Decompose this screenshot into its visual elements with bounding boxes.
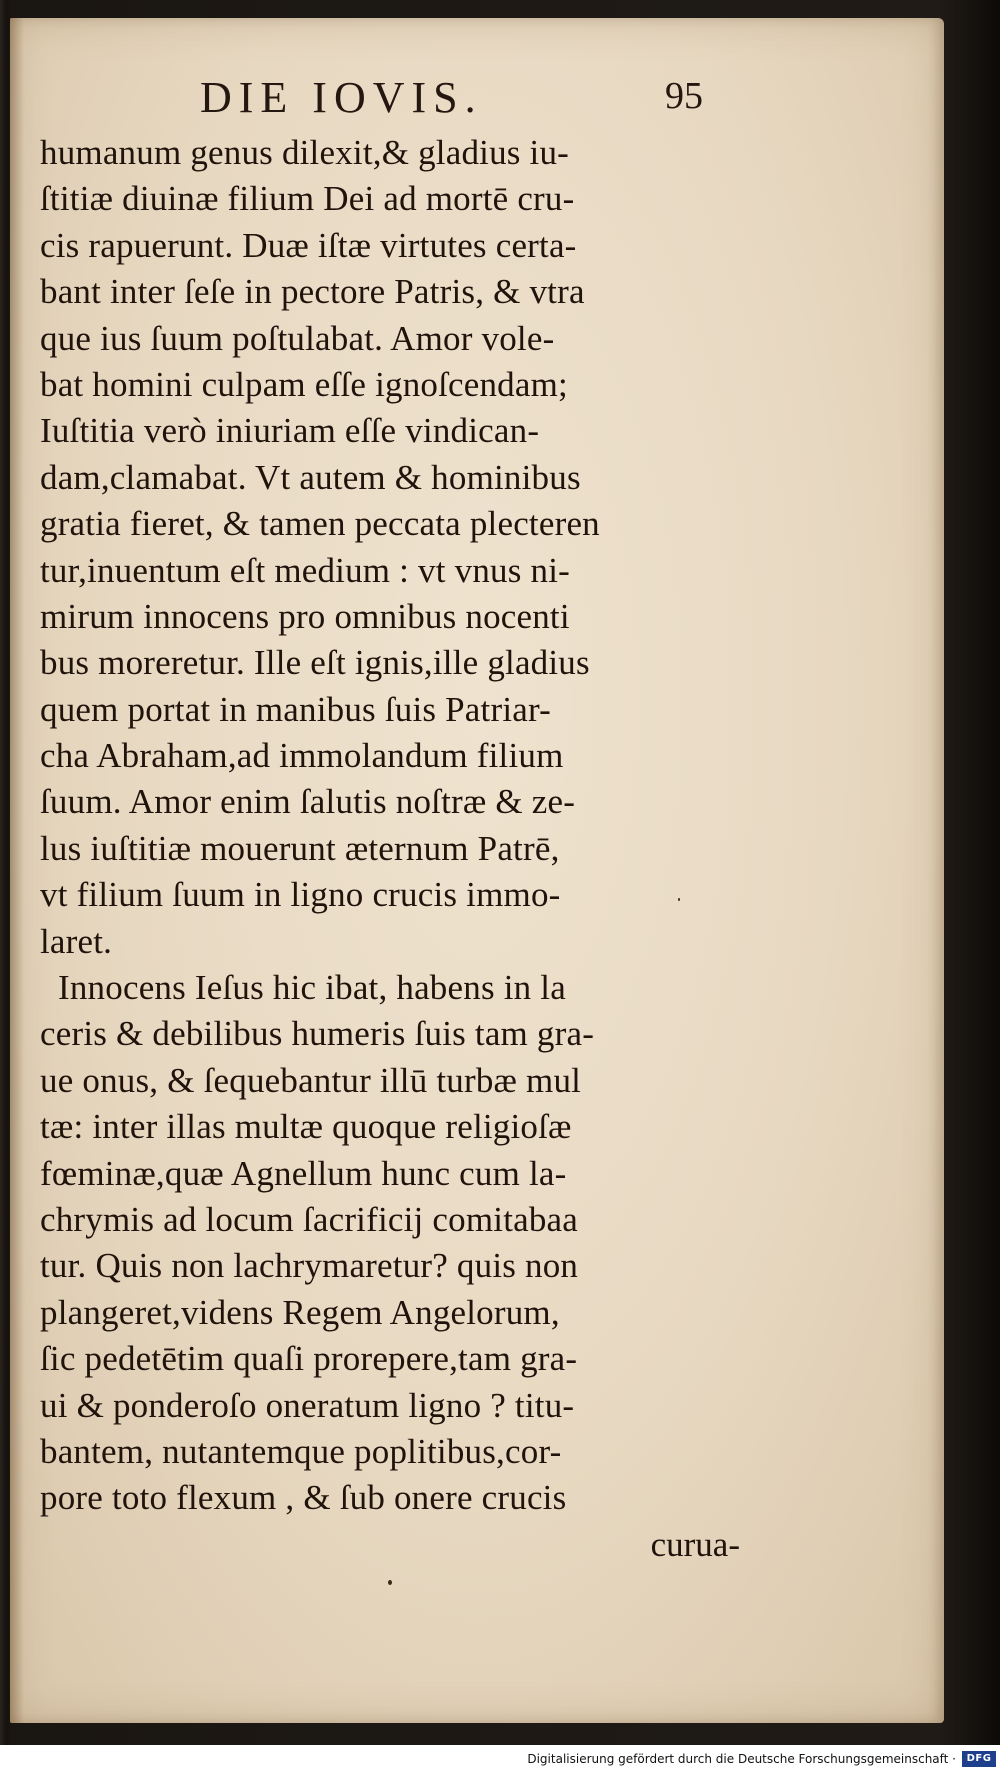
text-line: dam,clamabat. Vt autem & hominibus bbox=[40, 457, 581, 497]
text-line: bat homini culpam eſſe ignoſcendam; bbox=[40, 364, 568, 404]
running-title: DIE IOVIS. bbox=[200, 73, 483, 122]
text-line: ue onus, & ſequebantur illū turbæ mul bbox=[40, 1060, 582, 1100]
text-line: ceris & debilibus humeris ſuis tam gra- bbox=[40, 1014, 595, 1054]
text-line: bus moreretur. Ille eſt ignis,ille gladius bbox=[40, 643, 590, 683]
text-line: quem portat in manibus ſuis Patriar- bbox=[40, 689, 551, 729]
text-line: lus iuſtitiæ mouerunt æternum Patrē, bbox=[40, 828, 560, 868]
dfg-logo-icon: DFG bbox=[962, 1751, 996, 1767]
text-line: ſuum. Amor enim ſalutis noſtræ & ze- bbox=[40, 782, 576, 822]
text-line: laret. bbox=[40, 921, 113, 961]
catchword: curua- bbox=[650, 1524, 740, 1564]
text-line: vt filium ſuum in ligno crucis immo- bbox=[40, 875, 561, 915]
ink-speck bbox=[388, 1580, 392, 1585]
text-line: que ius ſuum poſtulabat. Amor vole- bbox=[40, 318, 555, 358]
book-page bbox=[10, 18, 944, 1723]
paragraph-start-line: Innocens Ieſus hic ibat, habens in la bbox=[58, 968, 566, 1008]
text-line: tur. Quis non lachrymaretur? quis non bbox=[40, 1246, 579, 1286]
text-line: gratia fieret, & tamen peccata plecteren bbox=[40, 504, 600, 544]
text-line: humanum genus dilexit,& gladius iu- bbox=[40, 133, 570, 172]
funding-credit: Digitalisierung gefördert durch die Deutsche Forschungsgemeinschaft · bbox=[527, 1752, 956, 1766]
ink-speck bbox=[678, 898, 680, 901]
page-number: 95 bbox=[665, 75, 703, 117]
body-text bbox=[40, 130, 740, 1568]
text-line: bantem, nutantemque poplitibus,cor- bbox=[40, 1431, 562, 1471]
text-line: ui & ponderoſo oneratum ligno ? titu- bbox=[40, 1385, 575, 1425]
text-line: chrymis ad locum ſacrificij comitabaa bbox=[40, 1199, 579, 1239]
running-head bbox=[10, 66, 730, 136]
text-line: pore toto flexum , & ſub onere crucis bbox=[40, 1478, 567, 1518]
text-line: tæ: inter illas multæ quoque religioſæ bbox=[40, 1107, 572, 1147]
page-gutter-shadow bbox=[10, 18, 24, 1723]
text-line: bant inter ſeſe in pectore Patris, & vtra bbox=[40, 272, 585, 312]
text-line: cha Abraham,ad immolandum filium bbox=[40, 736, 564, 776]
text-line: cis rapuerunt. Duæ iſtæ virtutes certa- bbox=[40, 225, 577, 265]
digitization-footer bbox=[0, 1745, 1000, 1775]
text-line: tur,inuentum eſt medium : vt vnus ni- bbox=[40, 550, 570, 590]
text-line: fœminæ,quæ Agnellum hunc cum la- bbox=[40, 1153, 567, 1193]
text-line: mirum innocens pro omnibus nocenti bbox=[40, 596, 570, 636]
text-line: ſic pedetētim quaſi prorepere,tam gra- bbox=[40, 1339, 578, 1379]
text-line: plangeret,videns Regem Angelorum, bbox=[40, 1292, 560, 1332]
text-line: ſtitiæ diuinæ filium Dei ad mortē cru- bbox=[40, 179, 575, 219]
text-line: Iuſtitia verò iniuriam eſſe vindican- bbox=[40, 411, 540, 451]
